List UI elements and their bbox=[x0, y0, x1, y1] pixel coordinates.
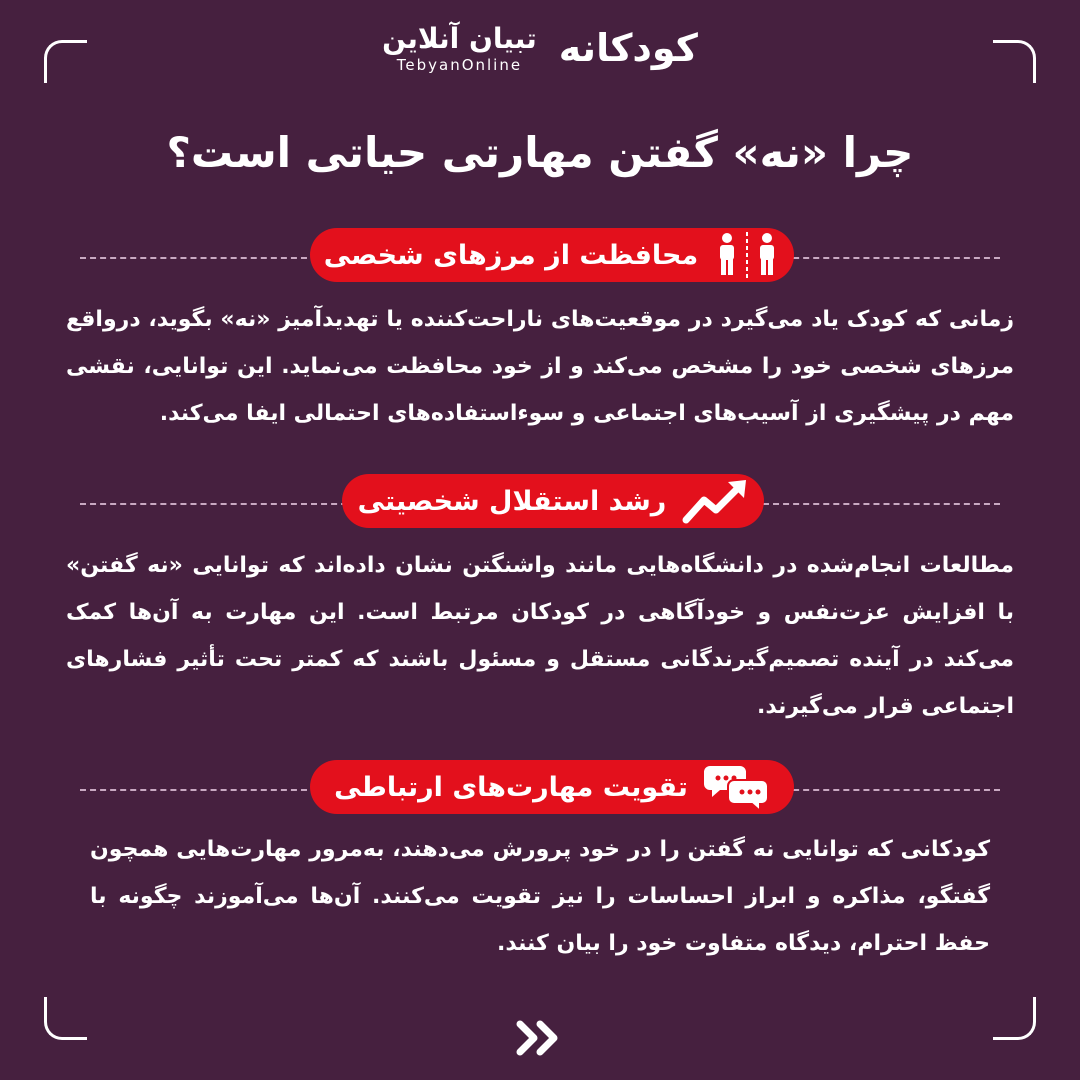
section-header-independence bbox=[80, 474, 1000, 534]
double-chevron-next-icon[interactable] bbox=[512, 1018, 568, 1058]
section-heading-communication: تقویت مهارت‌های ارتباطی bbox=[334, 771, 688, 803]
section-header-communication bbox=[80, 760, 1000, 820]
section-pill-independence bbox=[342, 474, 764, 528]
tebyan-logo-fa: تبیان آنلاین bbox=[382, 22, 537, 55]
section-heading-independence: رشد استقلال شخصیتی bbox=[357, 485, 667, 517]
growth-arrow-icon bbox=[682, 478, 748, 524]
section-heading-boundaries: محافظت از مرزهای شخصی bbox=[323, 239, 699, 271]
koodakaneh-logo: کودکانه bbox=[558, 26, 698, 70]
tebyan-logo-en: TebyanOnline bbox=[396, 56, 523, 74]
chat-bubbles-icon bbox=[704, 764, 770, 810]
two-people-boundary-icon bbox=[714, 232, 780, 278]
page-title: چرا «نه» گفتن مهارتی حیاتی است؟ bbox=[166, 128, 914, 177]
section-text-boundaries: زمانی که کودک یاد می‌گیرد در موقعیت‌های ناراحت‌کننده یا تهدیدآمیز «نه» بگوید، درواقع مرزهای شخصی خود را مشخص می‌کند و از خود محافظت می‌نماید. این توانایی، نقشی مهم در پیشگیری از آسیب‌های اجتماعی و سوءاستفاده‌های احتمالی ایفا می‌کند. bbox=[66, 307, 1014, 426]
section-text-independence: مطالعات انجام‌شده در دانشگاه‌هایی مانند واشنگتن نشان داده‌اند که توانایی «نه گفتن» با افزایش عزت‌نفس و خودآگاهی در کودکان مرتبط است. این مهارت به آن‌ها کمک می‌کند در آینده تصمیم‌گیرندگانی مستقل و مسئول باشند که کمتر تحت تأثیر فشارهای اجتماعی قرار می‌گیرند. bbox=[66, 553, 1014, 719]
section-text-communication: کودکانی که توانایی نه گفتن را در خود پرورش می‌دهند، به‌مرور مهارت‌هایی همچون گفتگو، مذاکره و ابراز احساسات را نیز تقویت می‌کنند. آن‌ها می‌آموزند چگونه با حفظ احترام، دیدگاه متفاوت خود را بیان کنند. bbox=[90, 837, 990, 956]
tebyan-logo bbox=[382, 22, 537, 74]
frame-corner-bottom-right bbox=[993, 997, 1036, 1040]
brand-logos bbox=[0, 22, 1080, 74]
frame-corner-bottom-left bbox=[44, 997, 87, 1040]
section-pill-boundaries bbox=[310, 228, 794, 282]
section-header-boundaries bbox=[80, 228, 1000, 288]
section-pill-communication bbox=[310, 760, 794, 814]
